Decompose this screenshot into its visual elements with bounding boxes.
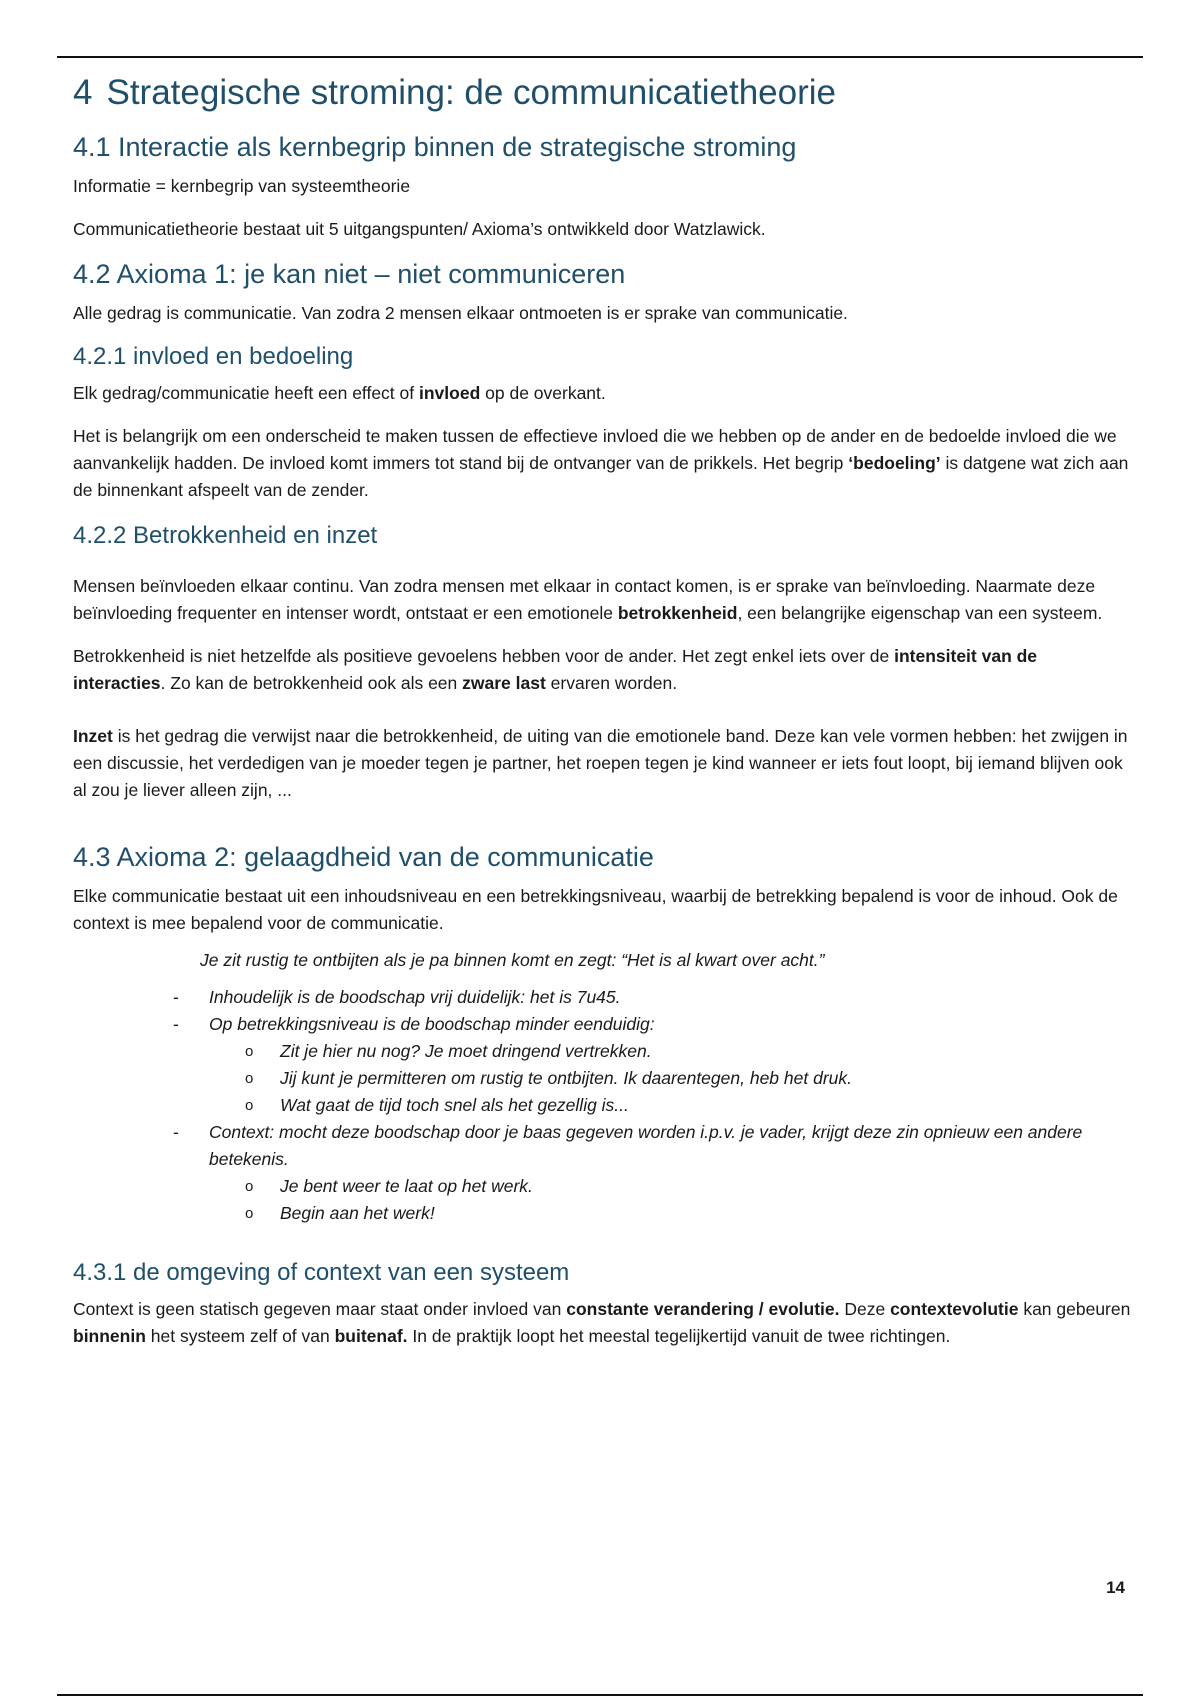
section-4-2-2-heading: 4.2.2 Betrokkenheid en inzet — [73, 521, 378, 549]
sub-list — [209, 1038, 1133, 1119]
list-item: - Inhoudelijk is de boodschap vrij duidelijk: het is 7u45. — [173, 984, 1133, 1011]
section-4-2-1-paragraph-1: Elk gedrag/communicatie heeft een effect of invloed op de overkant. — [73, 382, 606, 403]
section-4-2-heading: 4.2 Axioma 1: je kan niet – niet communiceren — [73, 258, 626, 289]
section-4-3-paragraph-1: Elke communicatie bestaat uit een inhoudsniveau en een betrekkingsniveau, waarbij de betrekking bepalend is voor de inhoud. Ook de context is mee bepalend voor de communicatie. — [73, 886, 1118, 934]
section-4-3-heading: 4.3 Axioma 2: gelaagdheid van de communicatie — [73, 842, 654, 873]
example-quote: Je zit rustig te ontbijten als je pa binnen komt en zegt: “Het is al kwart over acht.” — [200, 950, 825, 971]
section-4-1-paragraph-1: Informatie = kernbegrip van systeemtheorie — [73, 175, 411, 196]
section-4-2-2-paragraph-1: Mensen beïnvloeden elkaar continu. Van zodra mensen met elkaar in contact komen, is er sprake van beïnvloeding. Naarmate deze beïnvloeding frequenter en intenser wordt, ontstaat er een emotionele betrokkenheid, een belangrijke eigenschap van een systeem. — [73, 576, 1103, 624]
sub-list-item: o Jij kunt je permitteren om rustig te ontbijten. Ik daarentegen, heb het druk. — [245, 1065, 1133, 1092]
chapter-heading — [73, 70, 1133, 116]
section-4-2-2-paragraph-3: Inzet is het gedrag die verwijst naar die betrokkenheid, de uiting van die emotionele band. Deze kan vele vormen hebben: het zwijgen in een discussie, het verdedigen van je moeder tegen je partner, het roepen tegen je kind wanneer er iets fout loopt, bij iemand blijven ook al zou je liever alleen zijn, ... — [73, 726, 1128, 801]
section-4-1-paragraph-2: Communicatietheorie bestaat uit 5 uitgangspunten/ Axioma’s ontwikkeld door Watzlawick. — [73, 218, 766, 239]
sub-list-item: o Je bent weer te laat op het werk. — [245, 1173, 1133, 1200]
section-4-3-1-heading: 4.3.1 de omgeving of context van een systeem — [73, 1259, 570, 1287]
sub-list — [209, 1173, 1133, 1227]
chapter-number: 4 — [73, 73, 93, 112]
section-4-2-2-paragraph-2: Betrokkenheid is niet hetzelfde als positieve gevoelens hebben voor de ander. Het zegt enkel iets over de intensiteit van de interacties. Zo kan de betrokkenheid ook als een zware last ervaren worden. — [73, 646, 1038, 694]
section-4-3-1-paragraph-1: Context is geen statisch gegeven maar staat onder invloed van constante verandering / evolutie. Deze contextevolutie kan gebeuren binnenin het systeem zelf of van buitenaf. In de praktijk loopt het meestal tegelijkertijd vanuit de twee richtingen. — [73, 1299, 1131, 1347]
page-number: 14 — [1106, 1578, 1125, 1597]
page-content — [73, 70, 1133, 1366]
sub-list-item: o Zit je hier nu nog? Je moet dringend vertrekken. — [245, 1038, 1133, 1065]
section-4-1-heading: 4.1 Interactie als kernbegrip binnen de strategische stroming — [73, 131, 797, 162]
chapter-title: Strategische stroming: de communicatietheorie — [106, 73, 836, 112]
section-4-2-paragraph-1: Alle gedrag is communicatie. Van zodra 2 mensen elkaar ontmoeten is er sprake van communicatie. — [73, 302, 848, 323]
bottom-rule — [57, 1694, 1143, 1696]
list-item: - Op betrekkingsniveau is de boodschap minder eenduidig: o Zit je hier nu nog? Je moet dringend vertrekken. o Jij kunt je permitteren om rustig te ontbijten. Ik daarentegen, heb het druk. o Wat gaat de tijd toch snel als het gezellig is... — [173, 1011, 1133, 1119]
section-4-2-1-paragraph-2: Het is belangrijk om een onderscheid te maken tussen de effectieve invloed die we hebben op de ander en de bedoelde invloed die we aanvankelijk hadden. De invloed komt immers tot stand bij de ontvanger van de prikkels. Het begrip ‘bedoeling’ is datgene wat zich aan de binnenkant afspeelt van de zender. — [73, 425, 1129, 500]
top-rule — [57, 56, 1143, 58]
sub-list-item: o Begin aan het werk! — [245, 1200, 1133, 1227]
section-4-2-1-heading: 4.2.1 invloed en bedoeling — [73, 342, 354, 370]
sub-list-item: o Wat gaat de tijd toch snel als het gezellig is... — [245, 1092, 1133, 1119]
example-list — [73, 984, 1133, 1227]
list-item: - Context: mocht deze boodschap door je baas gegeven worden i.p.v. je vader, krijgt deze zin opnieuw een andere betekenis. o Je bent weer te laat op het werk. o Begin aan het werk! — [173, 1119, 1133, 1227]
